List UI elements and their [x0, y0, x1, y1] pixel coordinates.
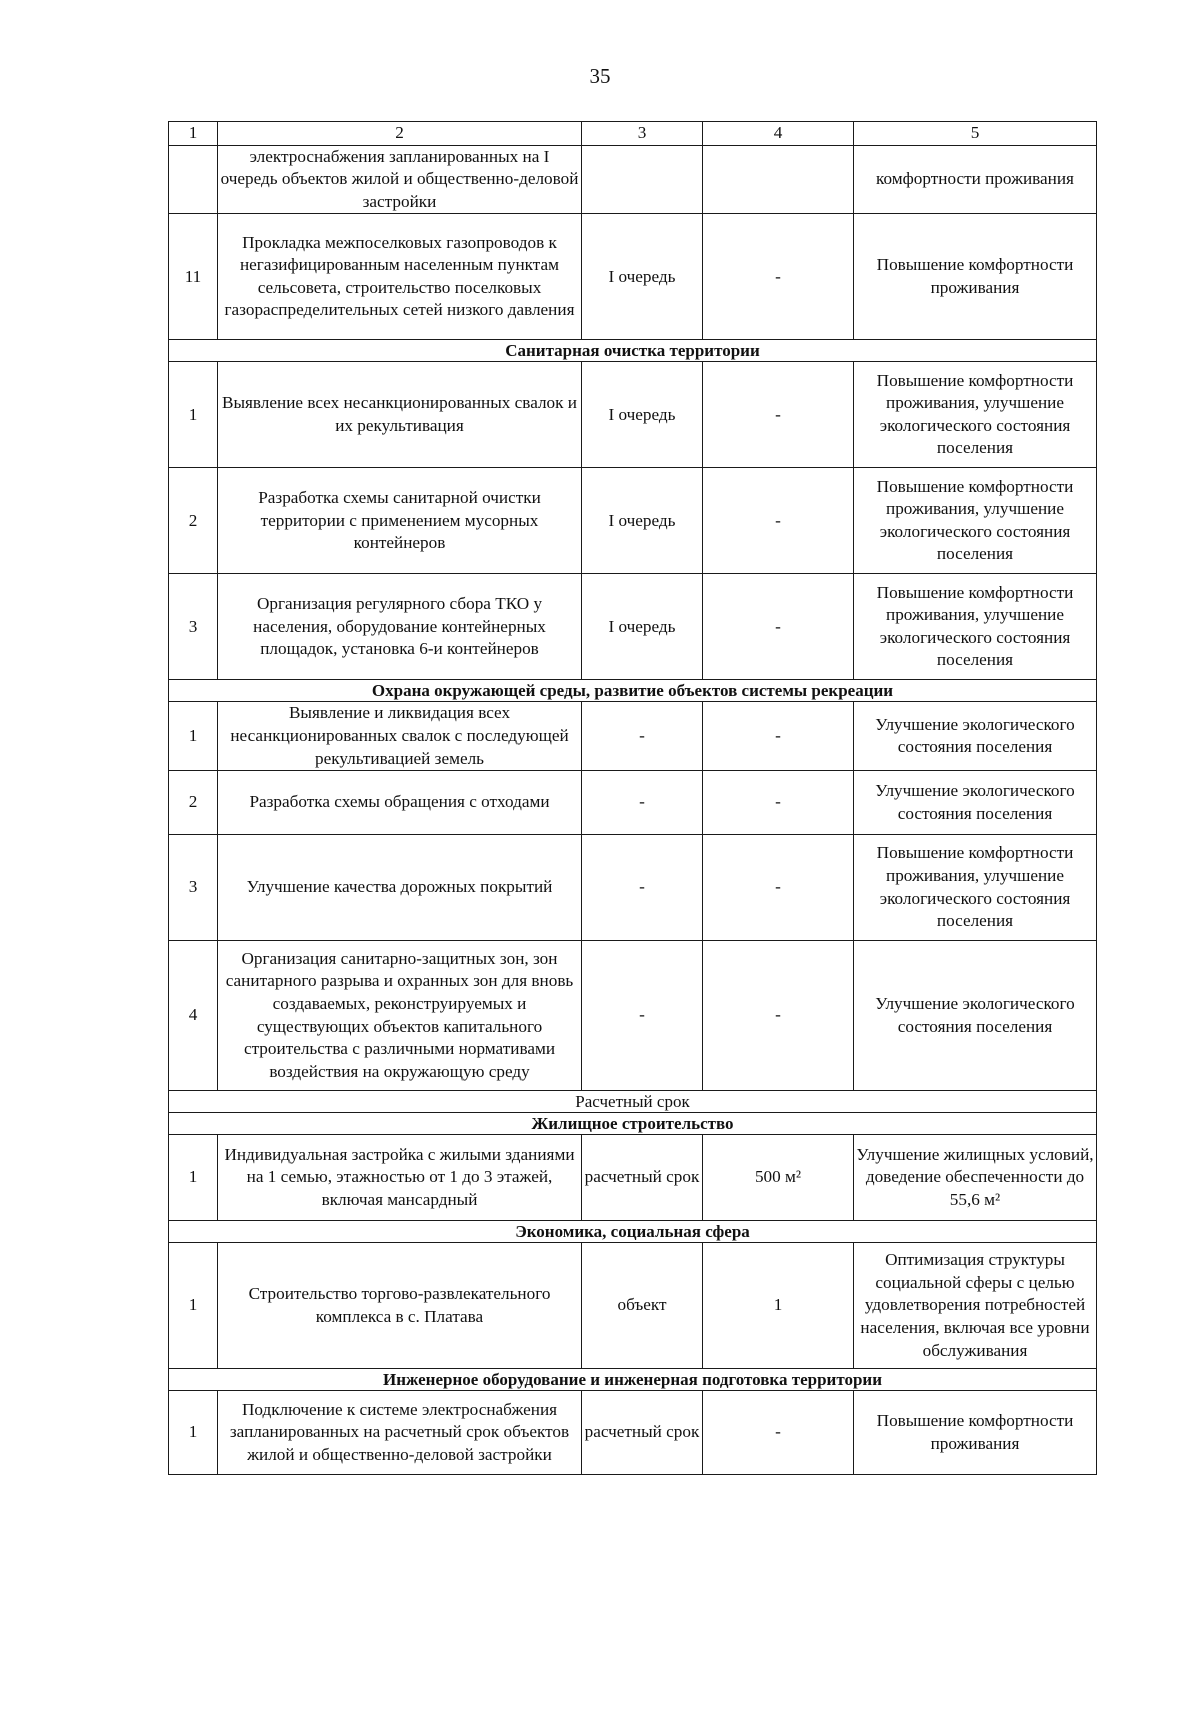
cell-num: 3 [169, 835, 218, 941]
page-number: 35 [589, 64, 611, 88]
cell-indicator: - [703, 702, 854, 771]
cell-activity: Организация санитарно-защитных зон, зон санитарного разрыва и охранных зон для вновь создаваемых, реконструируемых и существующих объектов капитального строительства с различными нормативами воздействия на окружающую среду [218, 941, 582, 1091]
table-row [169, 835, 1097, 941]
cell-result: комфортности проживания [854, 145, 1097, 214]
cell-indicator: - [703, 468, 854, 574]
cell-term: I очередь [582, 362, 703, 468]
section-heading-row [169, 1113, 1097, 1135]
cell-num: 1 [169, 1243, 218, 1369]
table-row [169, 362, 1097, 468]
cell-term: - [582, 702, 703, 771]
cell-term [582, 145, 703, 214]
cell-result: Повышение комфортности проживания, улучшение экологического состояния поселения [854, 574, 1097, 680]
table-row [169, 214, 1097, 340]
section-title: Расчетный срок [169, 1091, 1097, 1113]
cell-num [169, 145, 218, 214]
table-row [169, 1243, 1097, 1369]
cell-activity: Разработка схемы санитарной очистки территории с применением мусорных контейнеров [218, 468, 582, 574]
column-number-4: 4 [703, 122, 854, 146]
cell-indicator [703, 145, 854, 214]
table-row [169, 941, 1097, 1091]
cell-activity: Прокладка межпоселковых газопроводов к негазифицированным населенным пунктам сельсовета, строительство поселковых газораспределительных сетей низкого давления [218, 214, 582, 340]
section-heading-row [169, 680, 1097, 702]
section-title: Охрана окружающей среды, развитие объектов системы рекреации [169, 680, 1097, 702]
section-title: Санитарная очистка территории [169, 340, 1097, 362]
cell-term: - [582, 835, 703, 941]
cell-indicator: - [703, 214, 854, 340]
cell-term: расчетный срок [582, 1391, 703, 1475]
cell-num: 1 [169, 1391, 218, 1475]
cell-indicator: 1 [703, 1243, 854, 1369]
cell-result: Повышение комфортности проживания, улучшение экологического состояния поселения [854, 835, 1097, 941]
column-number-5: 5 [854, 122, 1097, 146]
cell-num: 3 [169, 574, 218, 680]
cell-activity: Организация регулярного сбора ТКО у населения, оборудование контейнерных площадок, установка 6-и контейнеров [218, 574, 582, 680]
section-title: Экономика, социальная сфера [169, 1221, 1097, 1243]
cell-result: Улучшение экологического состояния поселения [854, 702, 1097, 771]
cell-num: 1 [169, 702, 218, 771]
section-heading-row [169, 340, 1097, 362]
cell-result: Улучшение экологического состояния поселения [854, 771, 1097, 835]
cell-indicator: - [703, 835, 854, 941]
cell-activity: Разработка схемы обращения с отходами [218, 771, 582, 835]
cell-term: - [582, 941, 703, 1091]
cell-activity: электроснабжения запланированных на I очередь объектов жилой и общественно-деловой застройки [218, 145, 582, 214]
cell-result: Оптимизация структуры социальной сферы с целью удовлетворения потребностей населения, включая все уровни обслуживания [854, 1243, 1097, 1369]
cell-activity: Выявление и ликвидация всех несанкционированных свалок с последующей рекультивацией земель [218, 702, 582, 771]
column-number-row [169, 122, 1097, 146]
cell-term: объект [582, 1243, 703, 1369]
cell-result: Повышение комфортности проживания, улучшение экологического состояния поселения [854, 362, 1097, 468]
section-title: Инженерное оборудование и инженерная подготовка территории [169, 1369, 1097, 1391]
column-number-2: 2 [218, 122, 582, 146]
table-row [169, 1135, 1097, 1221]
cell-num: 2 [169, 771, 218, 835]
cell-term: I очередь [582, 214, 703, 340]
table-row [169, 574, 1097, 680]
cell-indicator: - [703, 362, 854, 468]
plan-table-body [169, 122, 1097, 1475]
cell-term: расчетный срок [582, 1135, 703, 1221]
column-number-3: 3 [582, 122, 703, 146]
section-heading-row [169, 1091, 1097, 1113]
section-title: Жилищное строительство [169, 1113, 1097, 1135]
cell-result: Улучшение жилищных условий, доведение обеспеченности до 55,6 м² [854, 1135, 1097, 1221]
table-row [169, 145, 1097, 214]
cell-activity: Индивидуальная застройка с жилыми зданиями на 1 семью, этажностью от 1 до 3 этажей, включая мансардный [218, 1135, 582, 1221]
table-row [169, 771, 1097, 835]
cell-result: Повышение комфортности проживания [854, 214, 1097, 340]
cell-indicator: - [703, 941, 854, 1091]
cell-activity: Подключение к системе электроснабжения запланированных на расчетный срок объектов жилой и общественно-деловой застройки [218, 1391, 582, 1475]
cell-indicator: - [703, 574, 854, 680]
cell-indicator: - [703, 771, 854, 835]
cell-activity: Строительство торгово-развлекательного комплекса в с. Платава [218, 1243, 582, 1369]
plan-table [168, 121, 1097, 1475]
cell-result: Улучшение экологического состояния поселения [854, 941, 1097, 1091]
cell-num: 2 [169, 468, 218, 574]
cell-activity: Выявление всех несанкционированных свалок и их рекультивация [218, 362, 582, 468]
cell-activity: Улучшение качества дорожных покрытий [218, 835, 582, 941]
table-row [169, 468, 1097, 574]
table-row [169, 702, 1097, 771]
column-number-1: 1 [169, 122, 218, 146]
cell-num: 1 [169, 1135, 218, 1221]
cell-term: - [582, 771, 703, 835]
cell-indicator: - [703, 1391, 854, 1475]
cell-num: 4 [169, 941, 218, 1091]
table-row [169, 1391, 1097, 1475]
section-heading-row [169, 1221, 1097, 1243]
cell-num: 11 [169, 214, 218, 340]
section-heading-row [169, 1369, 1097, 1391]
cell-term: I очередь [582, 468, 703, 574]
cell-indicator: 500 м² [703, 1135, 854, 1221]
cell-term: I очередь [582, 574, 703, 680]
cell-num: 1 [169, 362, 218, 468]
cell-result: Повышение комфортности проживания [854, 1391, 1097, 1475]
cell-result: Повышение комфортности проживания, улучшение экологического состояния поселения [854, 468, 1097, 574]
